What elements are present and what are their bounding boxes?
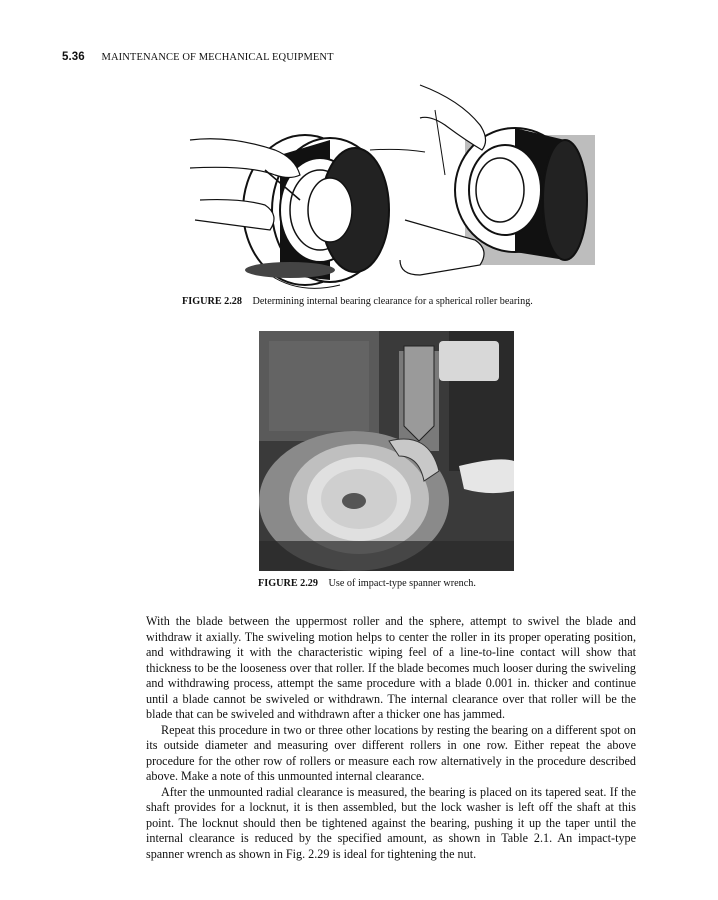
paragraph: Repeat this procedure in two or three other locations by resting the bearing on a different spot on its outside diameter and measuring over different rollers in one row. Either repeat the above procedure for the other row of rollers or measure each row alternatively in the procedure described above. Make a note of this unmounted internal clearance. [146, 722, 636, 783]
figure-2-29-photo [259, 331, 514, 571]
figure-caption-text: Determining internal bearing clearance for a spherical roller bearing. [252, 296, 533, 307]
figure-caption-text: Use of impact-type spanner wrench. [328, 578, 476, 589]
running-title: MAINTENANCE OF MECHANICAL EQUIPMENT [101, 52, 334, 63]
page-number: 5.36 [62, 51, 85, 63]
figure-2-28-illustration [170, 80, 600, 290]
figure-2-28-caption [182, 296, 533, 307]
paragraph: After the unmounted radial clearance is measured, the bearing is placed on its tapered seat. If the shaft provides for a locknut, it is then assembled, but the lock washer is left off the shaft at this point. The locknut should then be tightened against the bearing, pushing it up the taper until the internal clearance is reduced by the specified amount, as shown in Table 2.1. An impact-type spanner wrench as shown in Fig. 2.29 is ideal for tightening the nut. [146, 784, 636, 861]
figure-label: FIGURE 2.28 [182, 296, 242, 307]
figure-2-29-caption [258, 578, 476, 589]
body-text [146, 614, 636, 862]
paragraph: With the blade between the uppermost roller and the sphere, attempt to swivel the blade and withdraw it axially. The swiveling motion helps to center the roller in its proper operating position, and withdrawing it with the characteristic wiping feel of a line-to-line contact will show that thickness to be the looseness over that roller. If the blade becomes much looser during the swiveling and withdrawing process, attempt the same procedure with a blade 0.001 in. thicker and continue until a blade cannot be swiveled or withdrawn. The internal clearance over that roller will be the blade that can be swiveled and withdrawn after a thicker one has jammed. [146, 614, 636, 721]
running-header [62, 51, 334, 63]
figure-label: FIGURE 2.29 [258, 578, 318, 589]
